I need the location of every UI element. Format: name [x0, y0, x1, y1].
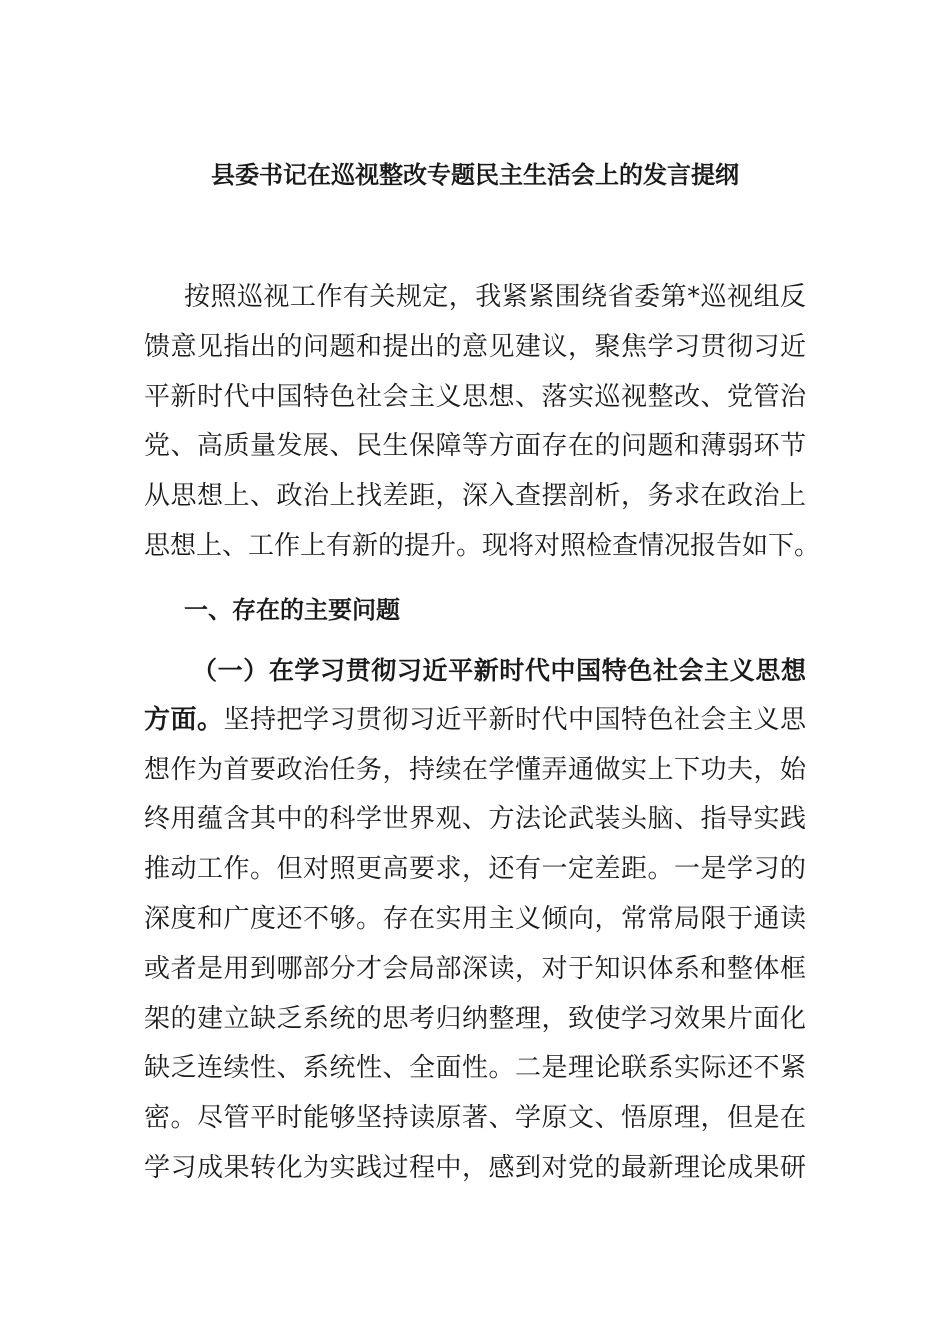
document-title: 县委书记在巡视整改专题民主生活会上的发言提纲	[211, 161, 739, 189]
subsection-line: 学习成果转化为实践过程中，感到对党的最新理论成果研	[144, 1152, 806, 1183]
subsection-line: 或者是用到哪部分才会局部深读，对于知识体系和整体框	[144, 953, 806, 984]
subsection-heading: （一）在学习贯彻习近平新时代中国特色社会主义思想	[192, 656, 806, 685]
intro-line: 按照巡视工作有关规定，我紧紧围绕省委第*巡视组反	[184, 282, 806, 312]
subsection-line: 想作为首要政治任务，持续在学懂弄通做实上下功夫，始	[144, 754, 806, 785]
intro-line: 从思想上、政治上找差距，深入查摆剖析，务求在政治上	[144, 481, 806, 512]
subsection-line: 推动工作。但对照更高要求，还有一定差距。一是学习的	[144, 854, 806, 885]
subsection-line: 密。尽管平时能够坚持读原著、学原文、悟原理，但是在	[144, 1103, 806, 1134]
section-heading: 一、存在的主要问题	[184, 596, 400, 624]
intro-line: 思想上、工作上有新的提升。现将对照检查情况报告如下。	[144, 530, 821, 561]
subsection-line: 终用蕴含其中的科学世界观、方法论武装头脑、指导实践	[144, 804, 806, 835]
subsection-line-rest: 坚持把学习贯彻习近平新时代中国特色社会主义思	[223, 704, 806, 735]
intro-paragraph	[144, 273, 821, 572]
subsection-paragraph	[144, 646, 806, 1194]
subsection-heading-end: 方面。	[144, 704, 224, 735]
intro-line: 平新时代中国特色社会主义思想、落实巡视整改、党管治	[144, 381, 806, 412]
subsection-line: 深度和广度还不够。存在实用主义倾向，常常局限于通读	[144, 903, 806, 934]
intro-line: 馈意见指出的问题和提出的意见建议，聚焦学习贯彻习近	[144, 331, 806, 362]
subsection-line: 缺乏连续性、系统性、全面性。二是理论联系实际还不紧	[144, 1053, 806, 1084]
intro-line: 党、高质量发展、民生保障等方面存在的问题和薄弱环节	[144, 431, 806, 462]
subsection-line	[144, 696, 806, 746]
subsection-line: 架的建立缺乏系统的思考归纳整理，致使学习效果片面化	[144, 1003, 806, 1034]
